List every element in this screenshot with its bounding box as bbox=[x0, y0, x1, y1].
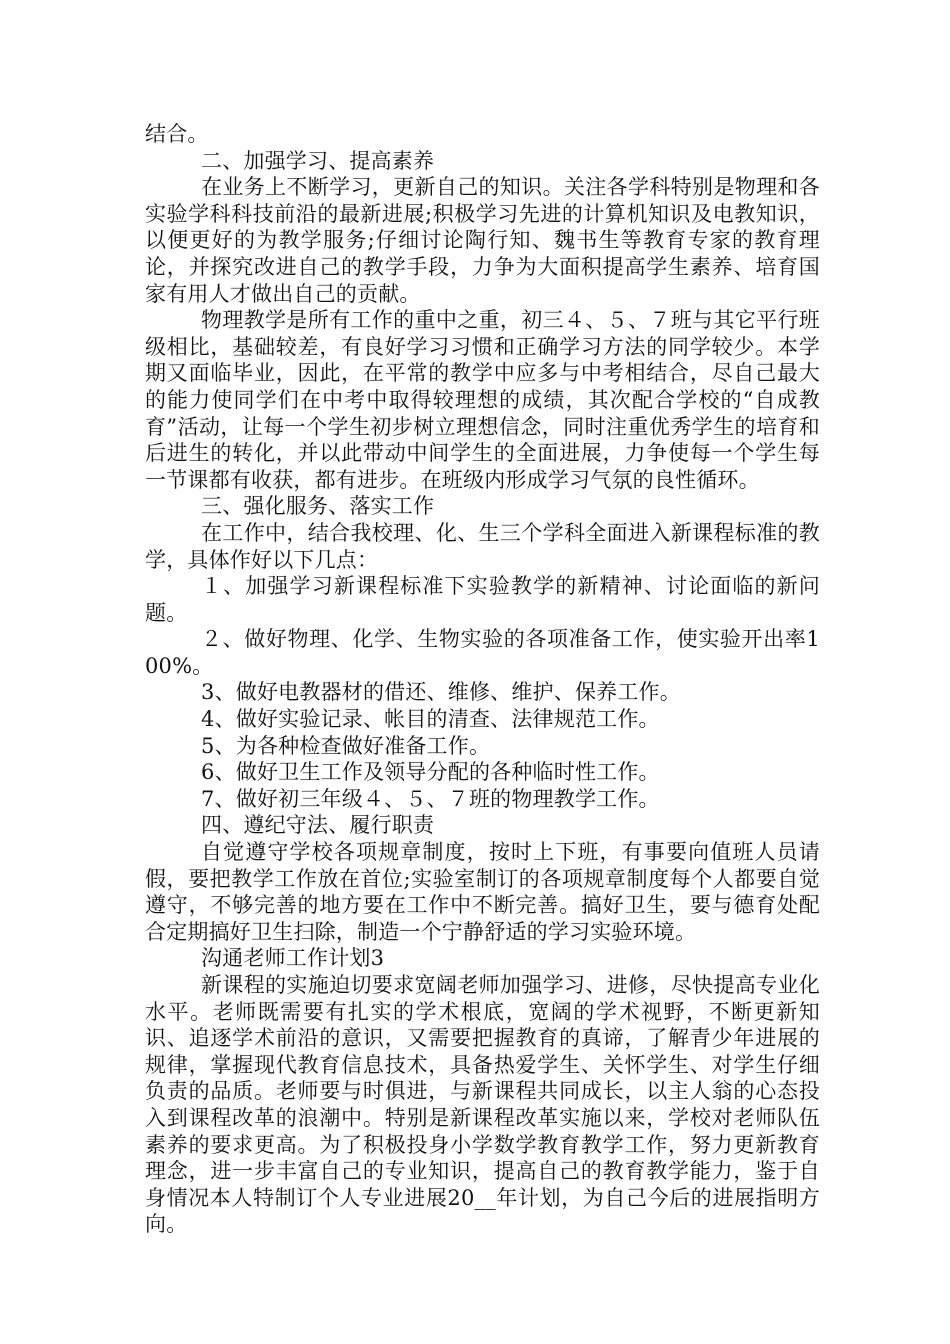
paragraph-physics-teaching: 物理教学是所有工作的重中之重，初三４、５、７班与其它平行班级相比，基础较差，有良好学习习惯和正确学习方法的同学较少。本学期又面临毕业，因此，在平常的教学中应多与中考相结合，尽自己最大的能力使同学们在中考中取得较理想的成绩，其次配合学校的“自成教育”活动，让每一个学生初步树立理想信念，同时注重优秀学生的培育和后进生的转化，并以此带动中间学生的全面进展，力争使每一个学生每一节课都有收获，都有进步。在班级内形成学习气氛的良性循环。 bbox=[145, 308, 820, 492]
paragraph-discipline: 自觉遵守学校各项规章制度，按时上下班，有事要向值班人员请假，要把教学工作放在首位;实验室制订的各项规章制度每个人都要自觉遵守，不够完善的地方要在工作中不断完善。搞好卫生，要与德育处配合定期搞好卫生扫除，制造一个宁静舒适的学习实验环境。 bbox=[145, 840, 820, 944]
section-heading-4: 四、遵纪守法、履行职责 bbox=[201, 813, 435, 838]
list-item-4: 4、做好实验记录、帐目的清查、法律规范工作。 bbox=[201, 707, 660, 732]
section-heading-3: 三、强化服务、落实工作 bbox=[201, 494, 435, 519]
list-item-5: 5、为各种检查做好准备工作。 bbox=[201, 733, 491, 758]
plan-title-3: 沟通老师工作计划3 bbox=[201, 946, 385, 971]
paragraph-study: 在业务上不断学习，更新自己的知识。关注各学科特别是物理和各实验学科科技前沿的最新进展;积极学习先进的计算机知识及电教知识，以便更好的为教学服务;仔细讨论陶行知、魏书生等教育专家的教育理论，并探究改进自己的教学手段，力争为大面积提高学生素养、培育国家有用人才做出自己的贡献。 bbox=[145, 175, 820, 306]
paragraph-continuation: 结合。 bbox=[145, 122, 209, 146]
paragraph-work-intro: 在工作中，结合我校理、化、生三个学科全面进入新课程标准的教学，具体作好以下几点： bbox=[145, 520, 820, 572]
section-heading-2: 二、加强学习、提高素养 bbox=[201, 148, 435, 173]
list-item-6: 6、做好卫生工作及领导分配的各种临时性工作。 bbox=[201, 760, 660, 785]
list-item-7: 7、做好初三年级４、５、７班的物理教学工作。 bbox=[201, 786, 660, 811]
list-item-2: ２、做好物理、化学、生物实验的各项准备工作，使实验开出率100%。 bbox=[145, 627, 820, 678]
list-item-3: 3、做好电教器材的借还、维修、维护、保养工作。 bbox=[201, 680, 681, 705]
list-item-1: １、加强学习新课程标准下实验教学的新精神、讨论面临的新问题。 bbox=[145, 574, 820, 625]
paragraph-new-curriculum: 新课程的实施迫切要求宽阔老师加强学习、进修，尽快提高专业化水平。老师既需要有扎实的学术根底，宽阔的学术视野，不断更新知识、追逐学术前沿的意识，又需要把握教育的真谛，了解青少年进展的规律，掌握现代教育信息技术，具备热爱学生、关怀学生、对学生仔细负责的品质。老师要与时俱进，与新课程共同成长，以主人翁的心态投入到课程改革的浪潮中。特别是新课程改革实施以来，学校对老师队伍素养的要求更高。为了积极投身小学数学教育教学工作，努力更新教育理念，进一步丰富自己的专业知识，提高自己的教育教学能力，鉴于自身情况本人特制订个人专业进展20__年计划，为自己今后的进展指明方向。 bbox=[145, 973, 820, 1237]
document-body bbox=[145, 121, 820, 1238]
